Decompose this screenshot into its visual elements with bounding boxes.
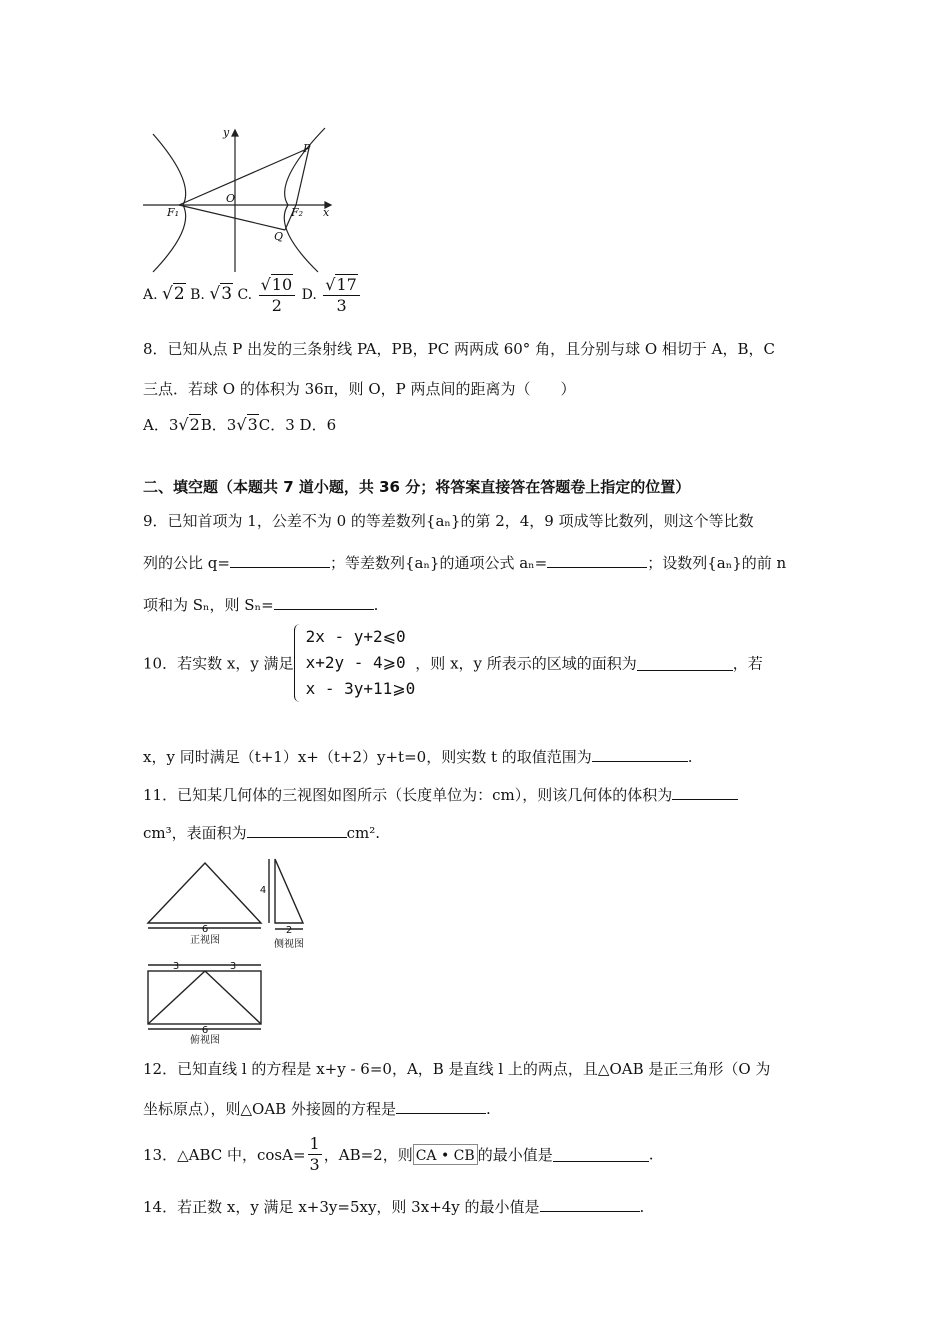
q9-blank-q[interactable]: [230, 553, 330, 568]
q7-option-b-label: B.: [190, 287, 205, 303]
top-right-label: 3: [229, 961, 237, 972]
top-caption: 俯视图: [190, 1035, 220, 1045]
p-label: P: [303, 142, 311, 155]
f1-label: F₁: [167, 206, 180, 219]
q11-line1: 11．已知某几何体的三视图如图所示（长度单位为：cm），则该几何体的体积为: [143, 784, 738, 805]
hyperbola-figure: [143, 122, 338, 274]
front-caption: 正视图: [190, 935, 220, 946]
q10-blank-area[interactable]: [637, 656, 733, 671]
q13-vector-product: CA • CB: [413, 1144, 478, 1165]
q9-line2: 列的公比 q= ；等差数列{aₙ}的通项公式 aₙ= ；设数列{aₙ}的前 n: [143, 554, 787, 572]
q-label: Q: [274, 230, 284, 243]
q13-fraction: $\frac{1}{3}$: [309, 1134, 320, 1174]
q13-line: 13．△ABC 中，cosA= $\frac{1}{3}$ ，AB=2，则 CA • CB 的最小值是 .: [143, 1134, 654, 1174]
three-view-figure: [143, 855, 333, 1045]
q8-line2: 三点．若球 O 的体积为 36π，则 O，P 两点间的距离为（ ）: [143, 380, 576, 398]
side-caption: 侧视图: [274, 939, 304, 950]
q7-option-c-value: $\frac{√10}{2}$: [259, 277, 296, 314]
q8-option-cd: C．3 D．6: [258, 416, 337, 434]
side-height-label: 4: [259, 885, 267, 896]
q8-option-a-rad: √2: [178, 415, 200, 434]
q14-blank-min[interactable]: [540, 1197, 640, 1212]
q10-blank-t[interactable]: [592, 747, 688, 762]
q9-line3: 项和为 Sₙ，则 Sₙ= .: [143, 596, 379, 614]
q10-constraint-system: 2x - y+2⩽0 x+2y - 4⩾0 x - 3y+11⩾0: [294, 624, 416, 702]
q8-option-a: A．3: [143, 416, 179, 434]
q10-line1: 10．若实数 x，y 满足 2x - y+2⩽0 x+2y - 4⩾0 x - 3y+11⩾0 ，则 x，y 所表示的区域的面积为 ，若: [143, 624, 763, 702]
axis-y-label: y: [223, 126, 230, 139]
top-width-label: 6: [201, 1025, 209, 1036]
q12-line2: 坐标原点），则△OAB 外接圆的方程是 .: [143, 1100, 491, 1118]
q11-line2: cm³，表面积为 cm².: [143, 824, 381, 842]
q9-blank-an[interactable]: [547, 553, 647, 568]
q8-options: [143, 414, 336, 435]
q8-option-b-rad: √3: [236, 415, 258, 434]
q8-line1: 8．已知从点 P 出发的三条射线 PA，PB，PC 两两成 60° 角，且分别与球 O 相切于 A，B，C: [143, 340, 776, 358]
q9-blank-sn[interactable]: [274, 595, 374, 610]
q9-line1: 9．已知首项为 1，公差不为 0 的等差数列{aₙ}的第 2，4，9 项成等比数列，则这个等比数: [143, 512, 754, 530]
front-width-label: 6: [201, 924, 209, 935]
f2-label: F₂: [291, 206, 304, 219]
q10-line2: x，y 同时满足（t+1）x+（t+2）y+t=0，则实数 t 的取值范围为 .: [143, 748, 693, 766]
q13-blank-min[interactable]: [553, 1147, 649, 1162]
q7-option-d-label: D.: [301, 287, 317, 303]
origin-label: O: [226, 192, 236, 205]
top-left-label: 3: [172, 961, 180, 972]
q12-blank-circle[interactable]: [396, 1099, 486, 1114]
q12-line1: 12．已知直线 l 的方程是 x+y - 6=0，A，B 是直线 l 上的两点，且△OAB 是正三角形（O 为: [143, 1060, 771, 1078]
q7-options: [143, 272, 362, 317]
q14-line: 14．若正数 x，y 满足 x+3y=5xy，则 3x+4y 的最小值是 .: [143, 1198, 645, 1216]
q11-blank-area[interactable]: [247, 823, 347, 838]
q7-option-b-value: √3: [209, 284, 233, 304]
q7-option-c-label: C.: [237, 287, 253, 303]
q7-option-a-value: √2: [162, 284, 185, 304]
q7-option-d-value: $\frac{√17}{3}$: [323, 277, 360, 314]
q7-option-a-label: A.: [143, 287, 158, 303]
axis-x-label: x: [323, 206, 330, 219]
q11-blank-volume[interactable]: [672, 785, 738, 800]
side-width-label: 2: [285, 925, 293, 936]
q8-option-b: B．3: [200, 416, 237, 434]
section-title: 二、填空题（本题共 7 道小题，共 36 分；将答案直接答在答题卷上指定的位置）: [143, 478, 691, 496]
